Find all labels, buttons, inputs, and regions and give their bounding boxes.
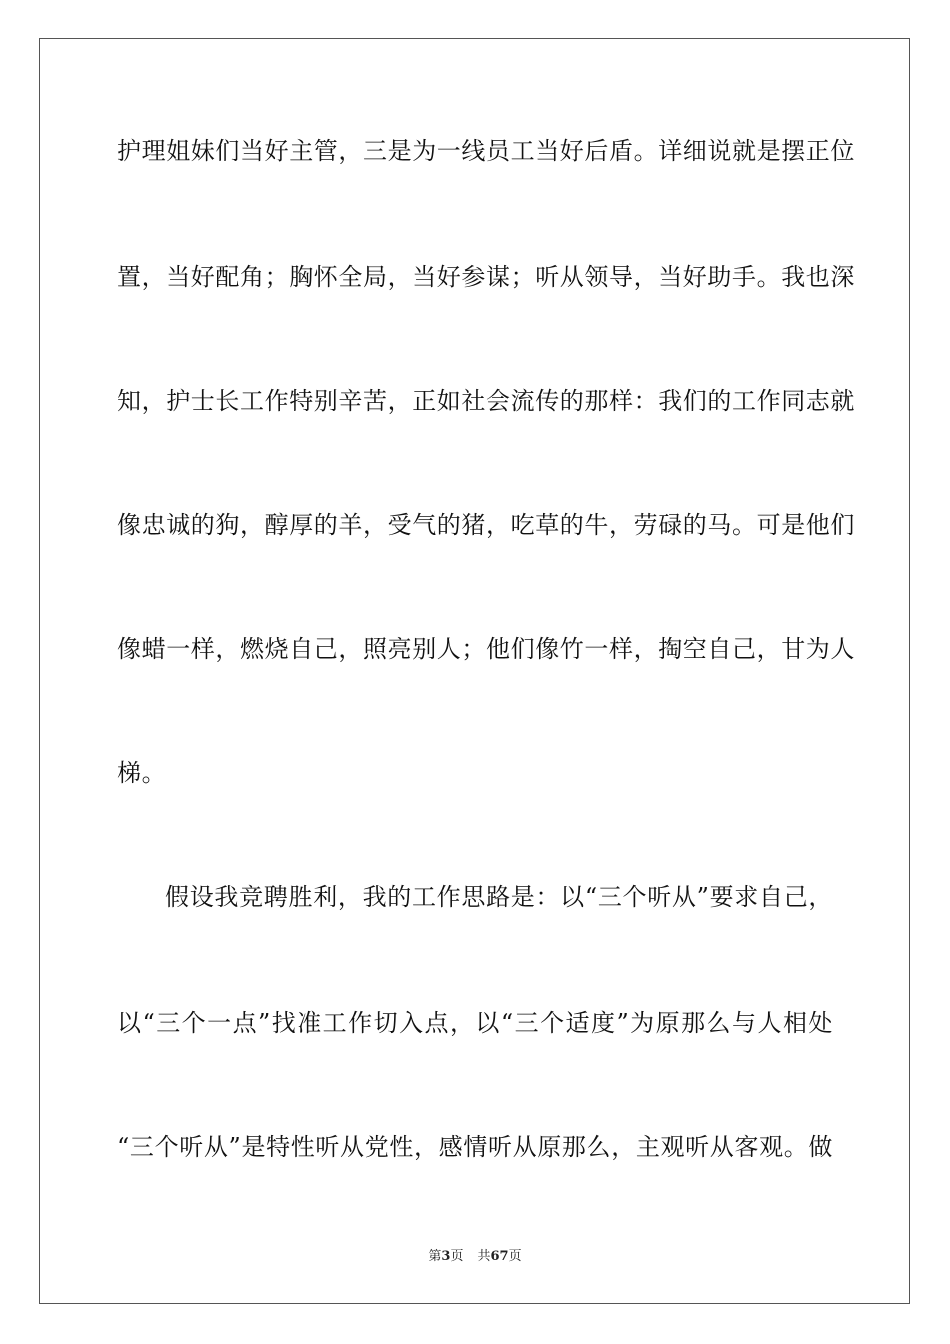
body-text-line-7: 假设我竞聘胜利，我的工作思路是：以“三个听从”要求自己， <box>165 883 833 911</box>
body-text-line-4: 像忠诚的狗，醇厚的羊，受气的猪，吃草的牛，劳碌的马。可是他们 <box>117 511 855 539</box>
page-footer <box>0 1248 950 1266</box>
body-text-line-2: 置，当好配角；胸怀全局，当好参谋；听从领导，当好助手。我也深 <box>117 263 855 291</box>
body-text-line-9: “三个听从”是特性听从党性，感情听从原那么，主观听从客观。做 <box>117 1133 833 1161</box>
body-text-line-8: 以“三个一点”找准工作切入点，以“三个适度”为原那么与人相处 <box>117 1009 833 1037</box>
page-border <box>39 38 910 1304</box>
footer-page-suffix: 页 <box>450 1249 464 1264</box>
footer-page-number: 3 <box>441 1249 451 1264</box>
footer-page-prefix: 第 <box>428 1249 442 1264</box>
footer-total-pages: 67 <box>490 1249 509 1264</box>
body-text-line-1: 护理姐妹们当好主管，三是为一线员工当好后盾。详细说就是摆正位 <box>117 137 855 165</box>
body-text-line-5: 像蜡一样，燃烧自己，照亮别人；他们像竹一样，掏空自己，甘为人 <box>117 635 855 663</box>
footer-total-suffix: 页 <box>508 1249 522 1264</box>
body-text-line-6: 梯。 <box>117 759 167 787</box>
body-text-line-3: 知，护士长工作特别辛苦，正如社会流传的那样：我们的工作同志就 <box>117 387 855 415</box>
footer-total-prefix: 共 <box>477 1249 491 1264</box>
